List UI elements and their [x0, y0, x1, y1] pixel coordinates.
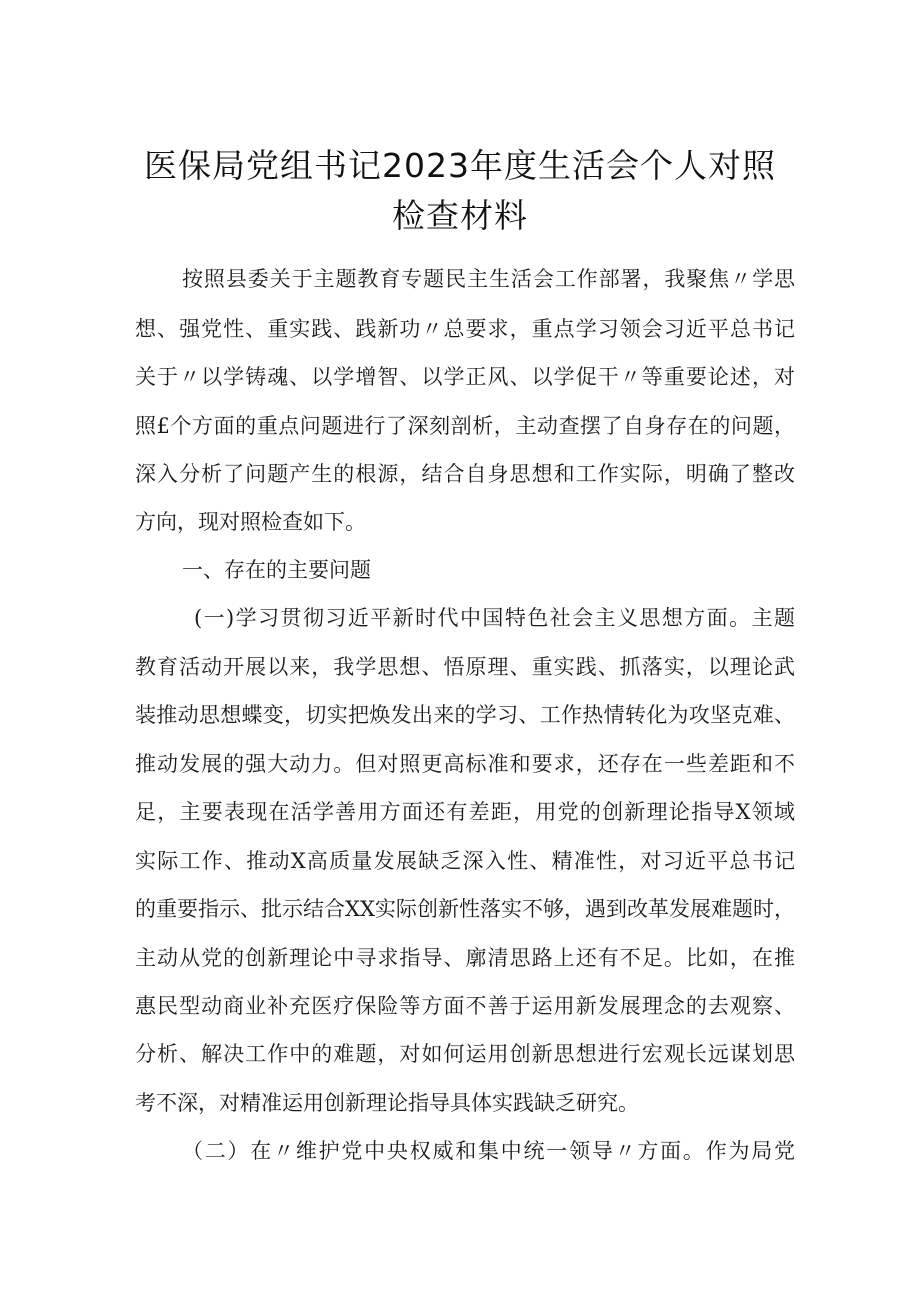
section1-line: 装推动思想蝶变，切实把焕发出来的学习、工作热情转化为攻坚克难、: [135, 703, 795, 727]
section2-line: （二）在〃维护党中央权威和集中统一领导〃方面。作为局党: [182, 1139, 795, 1163]
document-title-line-1: 医保局党组书记2023年度生活会个人对照: [144, 146, 776, 185]
section-heading: 一、存在的主要问题: [182, 558, 371, 582]
intro-line: 方向，现对照检查如下。: [135, 510, 366, 534]
section1-line: 考不深，对精准运用创新理论指导具体实践缺乏研究。: [135, 1091, 639, 1115]
intro-line: 深入分析了问题产生的根源，结合自身思想和工作实际，明确了整改: [135, 462, 795, 486]
section1-line: 主动从党的创新理论中寻求指导、廓清思路上还有不足。比如，在推: [135, 946, 795, 970]
section1-line: 推动发展的强大动力。但对照更高标准和要求，还存在一些差距和不: [135, 752, 795, 776]
section1-line: 足，主要表现在活学善用方面还有差距，用党的创新理论指导X领域: [135, 800, 795, 824]
intro-line: 按照县委关于主题教育专题民主生活会工作部署，我聚焦〃学思: [182, 267, 795, 291]
intro-line: 关于〃以学铸魂、以学增智、以学正风、以学促干〃等重要论述，对: [135, 365, 795, 389]
section1-line: 的重要指示、批示结合XX实际创新性落实不够，遇到改革发展难题时，: [135, 897, 795, 921]
section1-line: 教育活动开展以来，我学思想、悟原理、重实践、抓落实，以理论武: [135, 655, 795, 679]
document-title-line-2: 检查材料: [392, 196, 528, 235]
section1-line: 惠民型动商业补充医疗保险等方面不善于运用新发展理念的去观察、: [135, 994, 795, 1018]
intro-line: 照£个方面的重点问题进行了深刻剖析，主动查摆了自身存在的问题，: [135, 414, 795, 438]
section1-line: 实际工作、推动X高质量发展缺乏深入性、精准性，对习近平总书记: [135, 849, 795, 873]
intro-line: 想、强党性、重实践、践新功〃总要求，重点学习领会习近平总书记: [135, 317, 795, 341]
section1-line: 分析、解决工作中的难题，对如何运用创新思想进行宏观长远谋划思: [135, 1042, 795, 1066]
section1-line: (一)学习贯彻习近平新时代中国特色社会主义思想方面。主题: [194, 606, 795, 630]
